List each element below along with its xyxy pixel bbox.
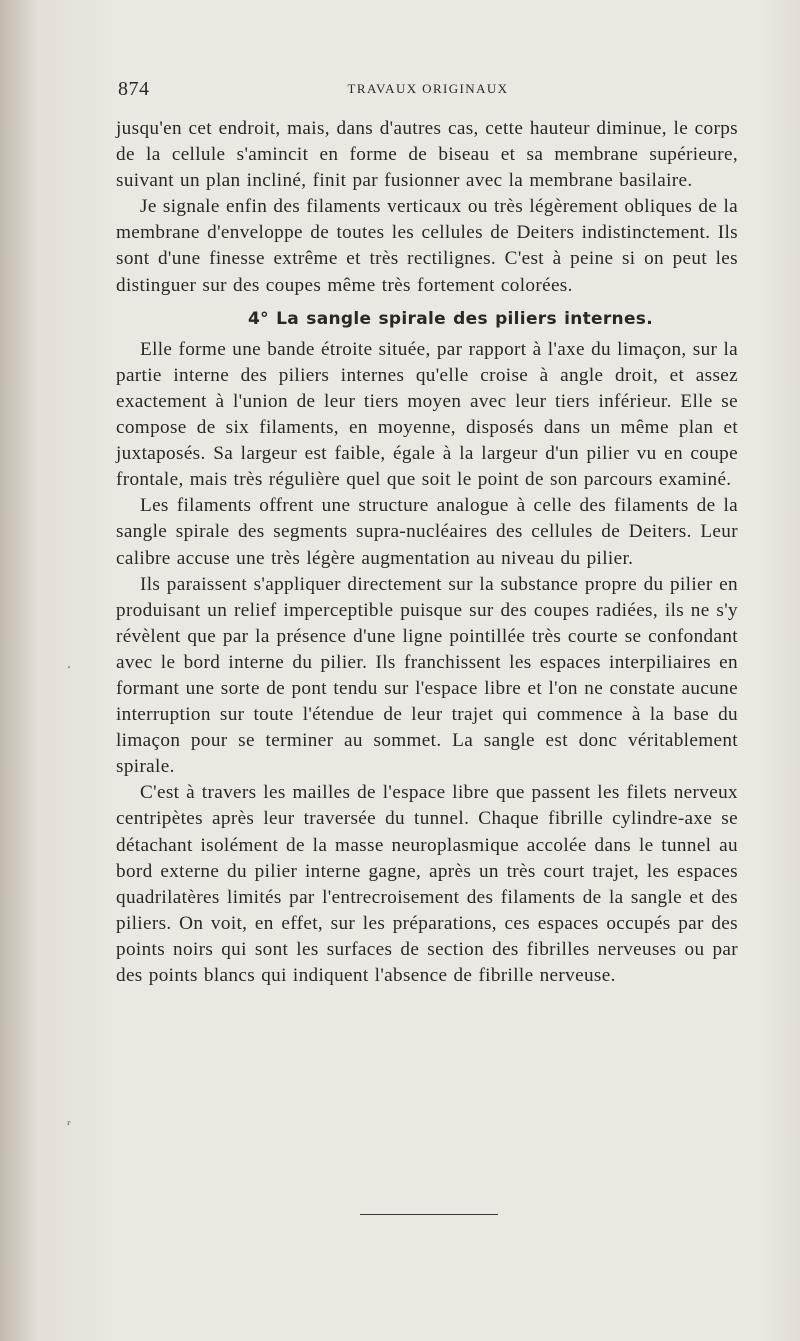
paragraph: Ils paraissent s'appliquer directement sur la substance propre du pilier en produisant un relief imperceptible puisque sur des coupes radiées, ils ne s'y révèlent que par la présence d'une ligne pointillée très courte se confondant avec le bord interne du pilier. Ils franchissent les espaces interpiliaires en formant une sorte de pont tendu sur l'espace libre et l'on ne constate aucune interruption sur toute l'étendue de leur trajet qui commence à la base du limaçon pour se terminer au sommet. La sangle est donc véritablement spirale. (116, 573, 738, 778)
margin-tick: ʳ (67, 1118, 72, 1132)
page-header (118, 78, 738, 102)
body-text (116, 116, 738, 989)
running-title: TRAVAUX ORIGINAUX (347, 81, 509, 96)
page-number: 874 (118, 78, 150, 100)
section-heading: 4° La sangle spirale des piliers internes. (248, 308, 653, 329)
end-rule (360, 1214, 498, 1215)
paragraph: Je signale enfin des filaments verticaux ou très légèrement obliques de la membrane d'enveloppe de toutes les cellules de Deiters indistinctement. Ils sont d'une finesse extrême et très rectilignes. C'est à peine si on peut les distinguer sur des coupes même très fortement colorées. (116, 196, 738, 296)
paragraph-continuation: jusqu'en cet endroit, mais, dans d'autres cas, cette hauteur diminue, le corps de la cellule s'amincit en forme de biseau et sa membrane supérieure, suivant un plan incliné, finit par fusionner avec la membrane basilaire. (116, 118, 738, 192)
page-edge-shadow (0, 0, 38, 1341)
margin-dot: . (67, 657, 71, 671)
paragraph: Elle forme une bande étroite située, par rapport à l'axe du limaçon, sur la partie interne des piliers internes qu'elle croise à angle droit, et assez exactement à l'union de leur tiers moyen avec leur tiers inférieur. Elle se compose de six filaments, en moyenne, disposés dans un même plan et juxtaposés. Sa largeur est faible, égale à la largeur d'un pilier vu en coupe frontale, mais très régulière quel que soit le point de son parcours examiné. (116, 338, 738, 491)
paragraph: C'est à travers les mailles de l'espace libre que passent les filets nerveux centripètes après leur traversée du tunnel. Chaque fibrille cylindre-axe se détachant isolément de la masse neuroplasmique accolée dans le tunnel au bord externe du pilier interne gagne, après un très court trajet, les espaces quadrilatères limités par l'entrecroisement des filaments de la sangle et des piliers. On voit, en effet, sur les préparations, ces espaces occupés par des points noirs qui sont les surfaces de section des fibrilles nerveuses ou par des points blancs qui indiquent l'absence de fibrille nerveuse. (116, 782, 738, 986)
paragraph: Les filaments offrent une structure analogue à celle des filaments de la sangle spirale des segments supra-nucléaires des cellules de Deiters. Leur calibre accuse une très légère augmentation au niveau du pilier. (116, 495, 738, 569)
